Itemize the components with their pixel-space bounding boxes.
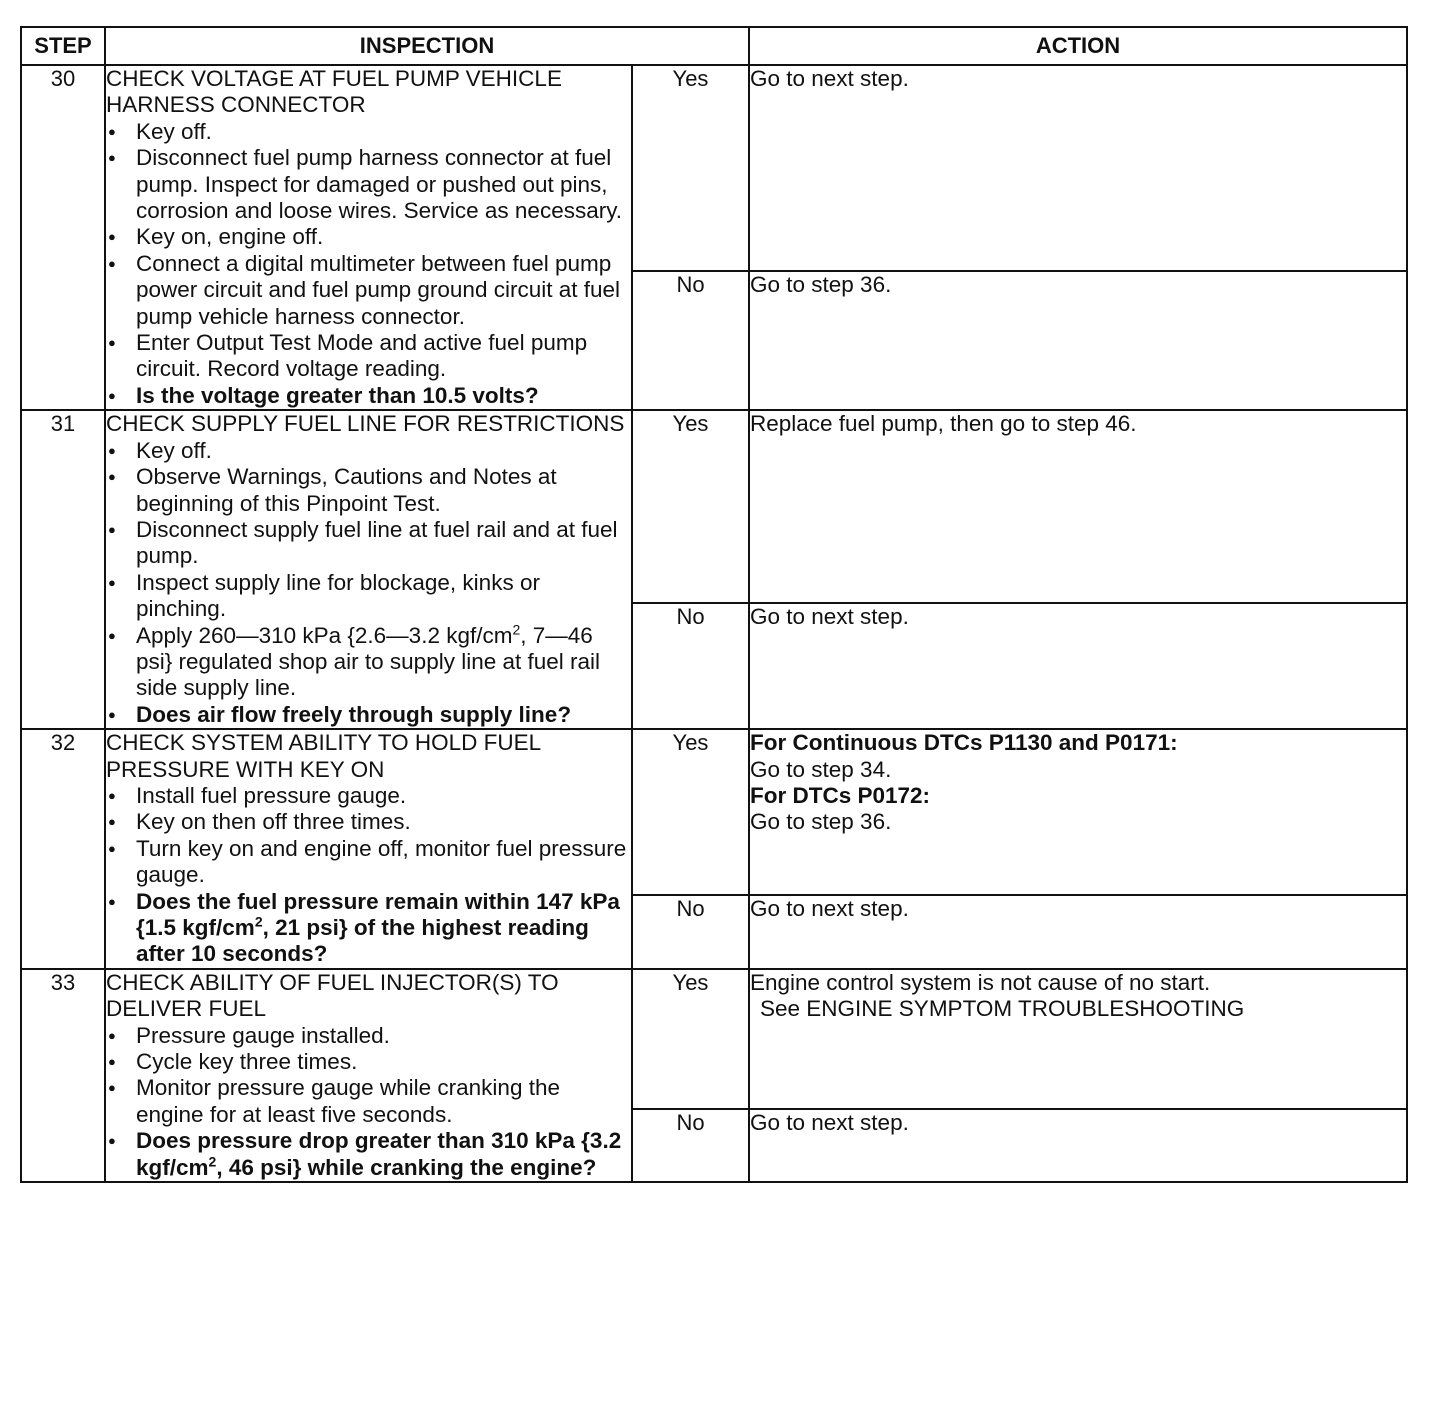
yes-label: Yes bbox=[632, 410, 749, 603]
bullet-item: ● Key on then off three times. bbox=[106, 809, 631, 835]
bullet-item: ● Disconnect fuel pump harness connector at fuel pump. Inspect for damaged or pushed out pins, corrosion and loose wires. Service as necessary. bbox=[106, 145, 631, 224]
yes-action: Go to next step. bbox=[749, 65, 1407, 271]
bullet-item: ● Key off. bbox=[106, 438, 631, 464]
inspection-question: ● Does the fuel pressure remain within 147 kPa {1.5 kgf/$cm^2$, 21 psi} of the highest reading after 10 seconds? bbox=[106, 889, 631, 968]
no-label: No bbox=[632, 1109, 749, 1182]
bullet-item: ● Turn key on and engine off, monitor fuel pressure gauge. bbox=[106, 836, 631, 889]
step-number: 30 bbox=[21, 65, 105, 410]
step-number: 33 bbox=[21, 969, 105, 1182]
inspection-title: CHECK SUPPLY FUEL LINE FOR RESTRICTIONS bbox=[106, 411, 625, 437]
diagnostic-table bbox=[20, 26, 1408, 1183]
inspection-list bbox=[106, 438, 631, 728]
bullet-item: ● Disconnect supply fuel line at fuel rail and at fuel pump. bbox=[106, 517, 631, 570]
dtc-heading: For Continuous DTCs P1130 and P0171: bbox=[750, 730, 1178, 756]
no-action: Go to next step. bbox=[749, 895, 1407, 969]
yes-action bbox=[749, 729, 1407, 895]
bullet-item: ● Monitor pressure gauge while cranking the engine for at least five seconds. bbox=[106, 1075, 631, 1128]
bullet-item: ● Key off. bbox=[106, 119, 631, 145]
step-number: 31 bbox=[21, 410, 105, 729]
step-33-yes-row bbox=[21, 969, 1407, 1109]
bullet-item: ● Key on, engine off. bbox=[106, 224, 631, 250]
no-action: Go to next step. bbox=[749, 603, 1407, 729]
yes-label: Yes bbox=[632, 729, 749, 895]
inspection-question: ● Does pressure drop greater than 310 kPa {3.2 kgf/$cm^2$, 46 psi} while cranking the engine? bbox=[106, 1128, 631, 1181]
inspection-list bbox=[106, 783, 631, 968]
no-label: No bbox=[632, 603, 749, 729]
inspection-cell bbox=[105, 969, 632, 1182]
no-action: Go to next step. bbox=[749, 1109, 1407, 1182]
header-row bbox=[21, 27, 1407, 65]
yes-action bbox=[749, 969, 1407, 1109]
inspection-question: ● Is the voltage greater than 10.5 volts? bbox=[106, 383, 631, 409]
yes-action: Replace fuel pump, then go to step 46. bbox=[749, 410, 1407, 603]
inspection-list bbox=[106, 119, 631, 409]
bullet-item: ● Install fuel pressure gauge. bbox=[106, 783, 631, 809]
bullet-item: ● Inspect supply line for blockage, kinks or pinching. bbox=[106, 570, 631, 623]
yes-label: Yes bbox=[632, 65, 749, 271]
bullet-item: ● Pressure gauge installed. bbox=[106, 1023, 631, 1049]
dtc-action: Go to step 36. bbox=[750, 809, 892, 835]
bullet-item: ● Observe Warnings, Cautions and Notes at beginning of this Pinpoint Test. bbox=[106, 464, 631, 517]
bullet-item: ● Enter Output Test Mode and active fuel pump circuit. Record voltage reading. bbox=[106, 330, 631, 383]
step-32-yes-row bbox=[21, 729, 1407, 895]
bullet-item: ● Apply 260—310 kPa {2.6—3.2 kgf/$cm^2$, 7—46 psi} regulated shop air to supply line at fuel rail side supply line. bbox=[106, 623, 631, 702]
inspection-list bbox=[106, 1023, 631, 1181]
bullet-item: ● Cycle key three times. bbox=[106, 1049, 631, 1075]
header-inspection: INSPECTION bbox=[105, 27, 749, 65]
no-action: Go to step 36. bbox=[749, 271, 1407, 410]
inspection-cell bbox=[105, 410, 632, 729]
bullet-item: ● Connect a digital multimeter between fuel pump power circuit and fuel pump ground circuit at fuel pump vehicle harness connector. bbox=[106, 251, 631, 330]
symptom-troubleshooting-reference: See ENGINE SYMPTOM TROUBLESHOOTING bbox=[760, 996, 1245, 1022]
yes-label: Yes bbox=[632, 969, 749, 1109]
step-30-yes-row bbox=[21, 65, 1407, 271]
dtc-action: Go to step 34. bbox=[750, 756, 892, 782]
header-action: ACTION bbox=[749, 27, 1407, 65]
yes-action-line: Engine control system is not cause of no start. bbox=[750, 969, 1211, 995]
inspection-title: CHECK VOLTAGE AT FUEL PUMP VEHICLE HARNESS CONNECTOR bbox=[106, 66, 562, 118]
no-label: No bbox=[632, 895, 749, 969]
inspection-cell bbox=[105, 65, 632, 410]
step-31-yes-row bbox=[21, 410, 1407, 603]
header-step: STEP bbox=[21, 27, 105, 65]
step-number: 32 bbox=[21, 729, 105, 969]
dtc-heading: For DTCs P0172: bbox=[750, 782, 931, 808]
no-label: No bbox=[632, 271, 749, 410]
inspection-question: ● Does air flow freely through supply line? bbox=[106, 702, 631, 728]
inspection-cell bbox=[105, 729, 632, 969]
inspection-title: CHECK SYSTEM ABILITY TO HOLD FUEL PRESSURE WITH KEY ON bbox=[106, 730, 541, 782]
inspection-title: CHECK ABILITY OF FUEL INJECTOR(S) TO DELIVER FUEL bbox=[106, 969, 559, 1022]
